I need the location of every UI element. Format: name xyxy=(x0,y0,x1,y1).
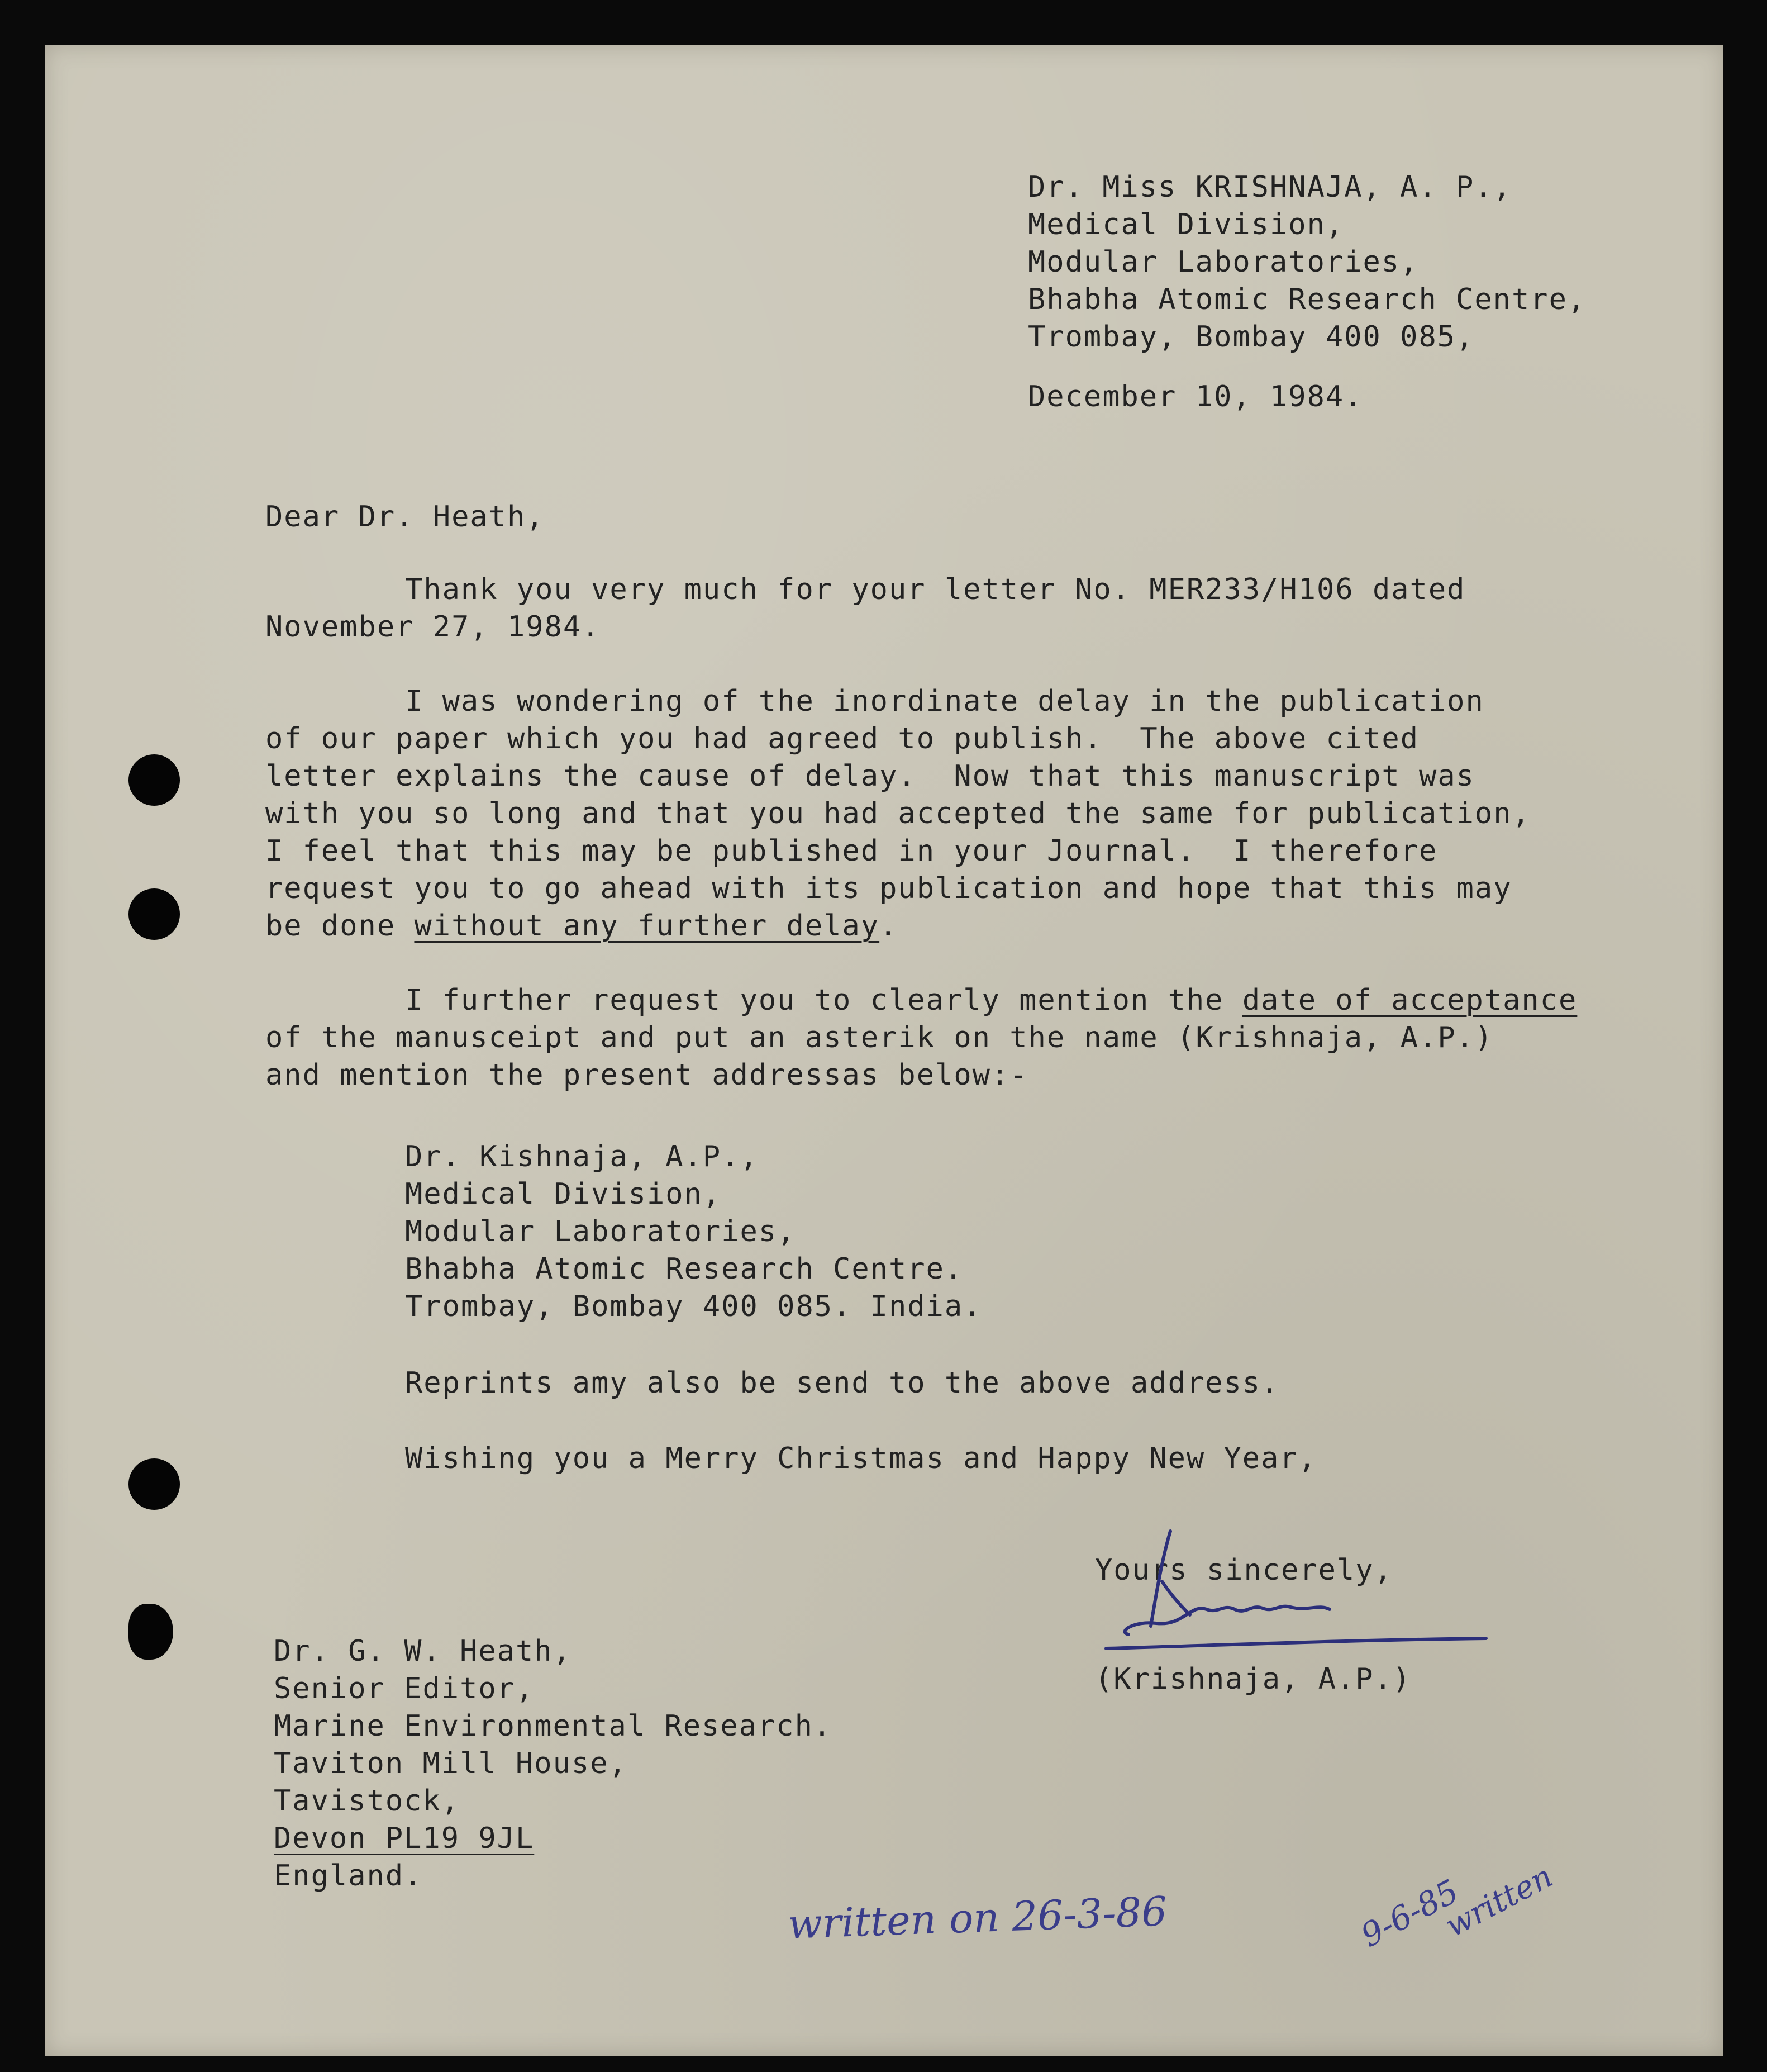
signature-name: (Krishnaja, A.P.) xyxy=(1095,1662,1412,1696)
para2-line4: with you so long and that you had accepted the same for publication, xyxy=(265,797,1531,830)
para1-line2: November 27, 1984. xyxy=(265,610,601,644)
sender-name: Dr. Miss KRISHNAJA, A. P., xyxy=(1028,170,1512,204)
recipient-line3: Marine Environmental Research. xyxy=(274,1709,832,1743)
para2-line1: I was wondering of the inordinate delay in the publication xyxy=(405,685,1484,718)
recipient-line5: Tavistock, xyxy=(274,1784,460,1818)
letter-date: December 10, 1984. xyxy=(1028,380,1363,414)
sender-org: Bhabha Atomic Research Centre, xyxy=(1028,283,1587,316)
para2-line2: of our paper which you had agreed to publish. The above cited xyxy=(265,722,1420,755)
underlined-acceptance: date of acceptance xyxy=(1242,983,1578,1017)
para2-line7-start: be done xyxy=(265,909,415,943)
letter-page xyxy=(45,45,1723,2056)
recipient-line7: England. xyxy=(274,1859,423,1893)
recipient-line2: Senior Editor, xyxy=(274,1672,535,1705)
handwritten-note-date: 9-6-85 xyxy=(1354,1872,1465,1955)
salutation: Dear Dr. Heath, xyxy=(265,500,545,534)
handwritten-note-written: written xyxy=(1439,1858,1559,1945)
punch-hole-2 xyxy=(128,888,180,940)
underlined-phrase: without any further delay xyxy=(414,909,880,943)
para2-line7-end: . xyxy=(879,909,898,943)
new-address-line5: Trombay, Bombay 400 085. India. xyxy=(405,1290,982,1323)
closing: Yours sincerely, xyxy=(1095,1553,1393,1587)
para1-line1: Thank you very much for your letter No. MER233/H106 dated xyxy=(405,573,1466,606)
para3-line3: and mention the present addressas below:- xyxy=(265,1058,1028,1092)
handwritten-signature xyxy=(1095,1514,1553,1660)
para3-line2: of the manusceipt and put an asterik on the name (Krishnaja, A.P.) xyxy=(265,1021,1494,1054)
new-address-line3: Modular Laboratories, xyxy=(405,1215,796,1248)
para2-line5: I feel that this may be published in your Journal. I therefore xyxy=(265,834,1438,868)
para2-line6: request you to go ahead with its publication and hope that this may xyxy=(265,872,1512,905)
para3-line1 xyxy=(405,983,1577,1017)
sender-dept: Medical Division, xyxy=(1028,208,1345,241)
sender-lab: Modular Laboratories, xyxy=(1028,245,1419,279)
punch-hole-1 xyxy=(128,754,180,806)
wishes-line: Wishing you a Merry Christmas and Happy New Year, xyxy=(405,1442,1317,1475)
para2-line3: letter explains the cause of delay. Now that this manuscript was xyxy=(265,759,1475,793)
new-address-line4: Bhabha Atomic Research Centre. xyxy=(405,1252,964,1286)
sender-city: Trombay, Bombay 400 085, xyxy=(1028,320,1475,354)
new-address-line1: Dr. Kishnaja, A.P., xyxy=(405,1140,759,1173)
punch-hole-4 xyxy=(128,1604,173,1660)
handwritten-note-written-on: written on 26-3-86 xyxy=(787,1888,1168,1948)
punch-hole-3 xyxy=(128,1458,180,1510)
recipient-line1: Dr. G. W. Heath, xyxy=(274,1634,571,1668)
para2-line7 xyxy=(265,909,898,943)
para3-line1-start: I further request you to clearly mention the xyxy=(405,983,1242,1017)
reprints-line: Reprints amy also be send to the above address. xyxy=(405,1366,1280,1400)
recipient-line4: Taviton Mill House, xyxy=(274,1747,627,1780)
new-address-line2: Medical Division, xyxy=(405,1177,722,1211)
recipient-line6: Devon PL19 9JL xyxy=(274,1822,535,1855)
